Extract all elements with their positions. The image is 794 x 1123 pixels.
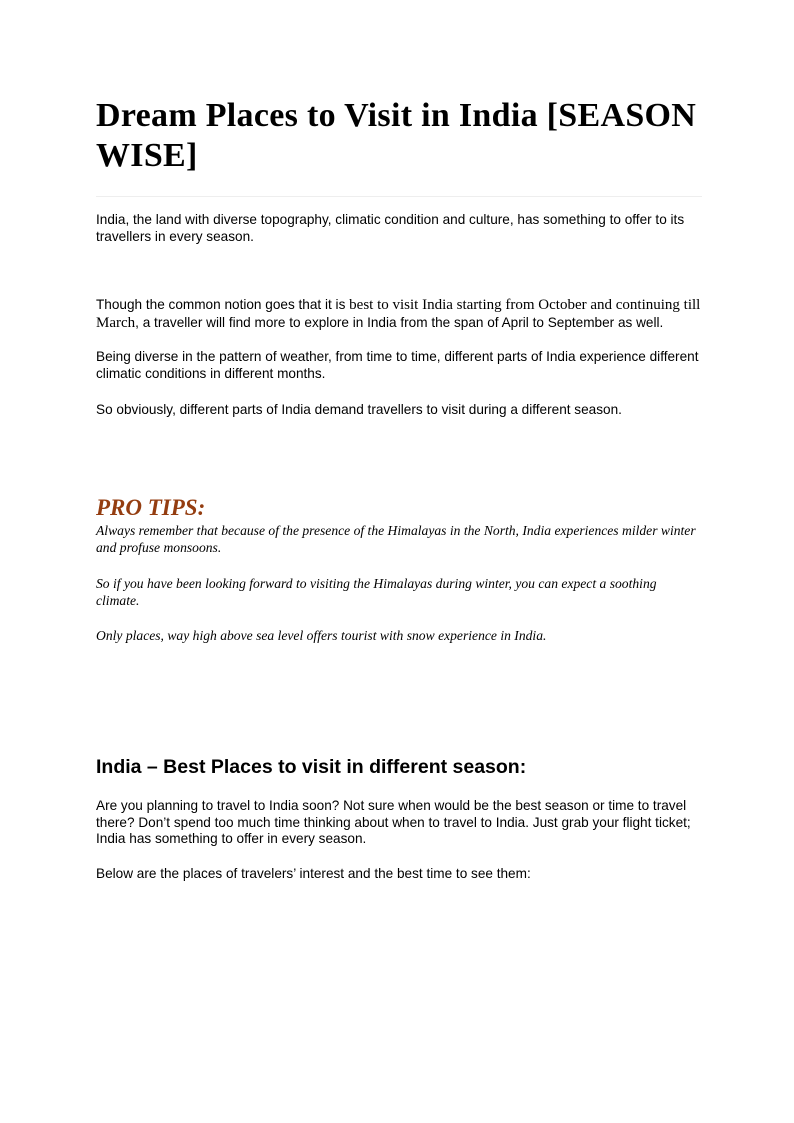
places-intro-paragraph: Below are the places of travelers’ interest and the best time to see them: <box>96 866 531 881</box>
page-title: Dream Places to Visit in India [SEASON WISE] <box>96 97 697 174</box>
divider <box>96 196 702 197</box>
pro-tip: So if you have been looking forward to visiting the Himalayas during winter, you can expect a soothing climate. <box>96 576 657 608</box>
season-paragraph <box>96 296 701 332</box>
conclusion-paragraph: So obviously, different parts of India demand travellers to visit during a different season. <box>96 402 622 417</box>
intro-paragraph: India, the land with diverse topography, climatic condition and culture, has something to offer to its travellers in every season. <box>96 212 685 244</box>
section-heading: India – Best Places to visit in different season: <box>96 756 527 778</box>
season-text-a: Though the common notion goes that it is <box>96 297 350 312</box>
pro-tip: Always remember that because of the presence of the Himalayas in the North, India experiences milder winter and profuse monsoons. <box>96 523 696 555</box>
planning-paragraph: Are you planning to travel to India soon? Not sure when would be the best season or time to travel there? Don’t spend too much time thinking about when to travel to India. Just grab your flight ticket; India has something to offer in every season. <box>96 798 691 846</box>
season-text-c: , a traveller will find more to explore in India from the span of April to September as well. <box>135 315 664 330</box>
pro-tips-heading: PRO TIPS: <box>96 495 206 520</box>
season-text-highlight: best to visit India starting from October and continuing till March <box>96 297 701 331</box>
pro-tip: Only places, way high above sea level offers tourist with snow experience in India. <box>96 628 547 643</box>
weather-paragraph: Being diverse in the pattern of weather, from time to time, different parts of India experience different climatic conditions in different months. <box>96 349 699 381</box>
